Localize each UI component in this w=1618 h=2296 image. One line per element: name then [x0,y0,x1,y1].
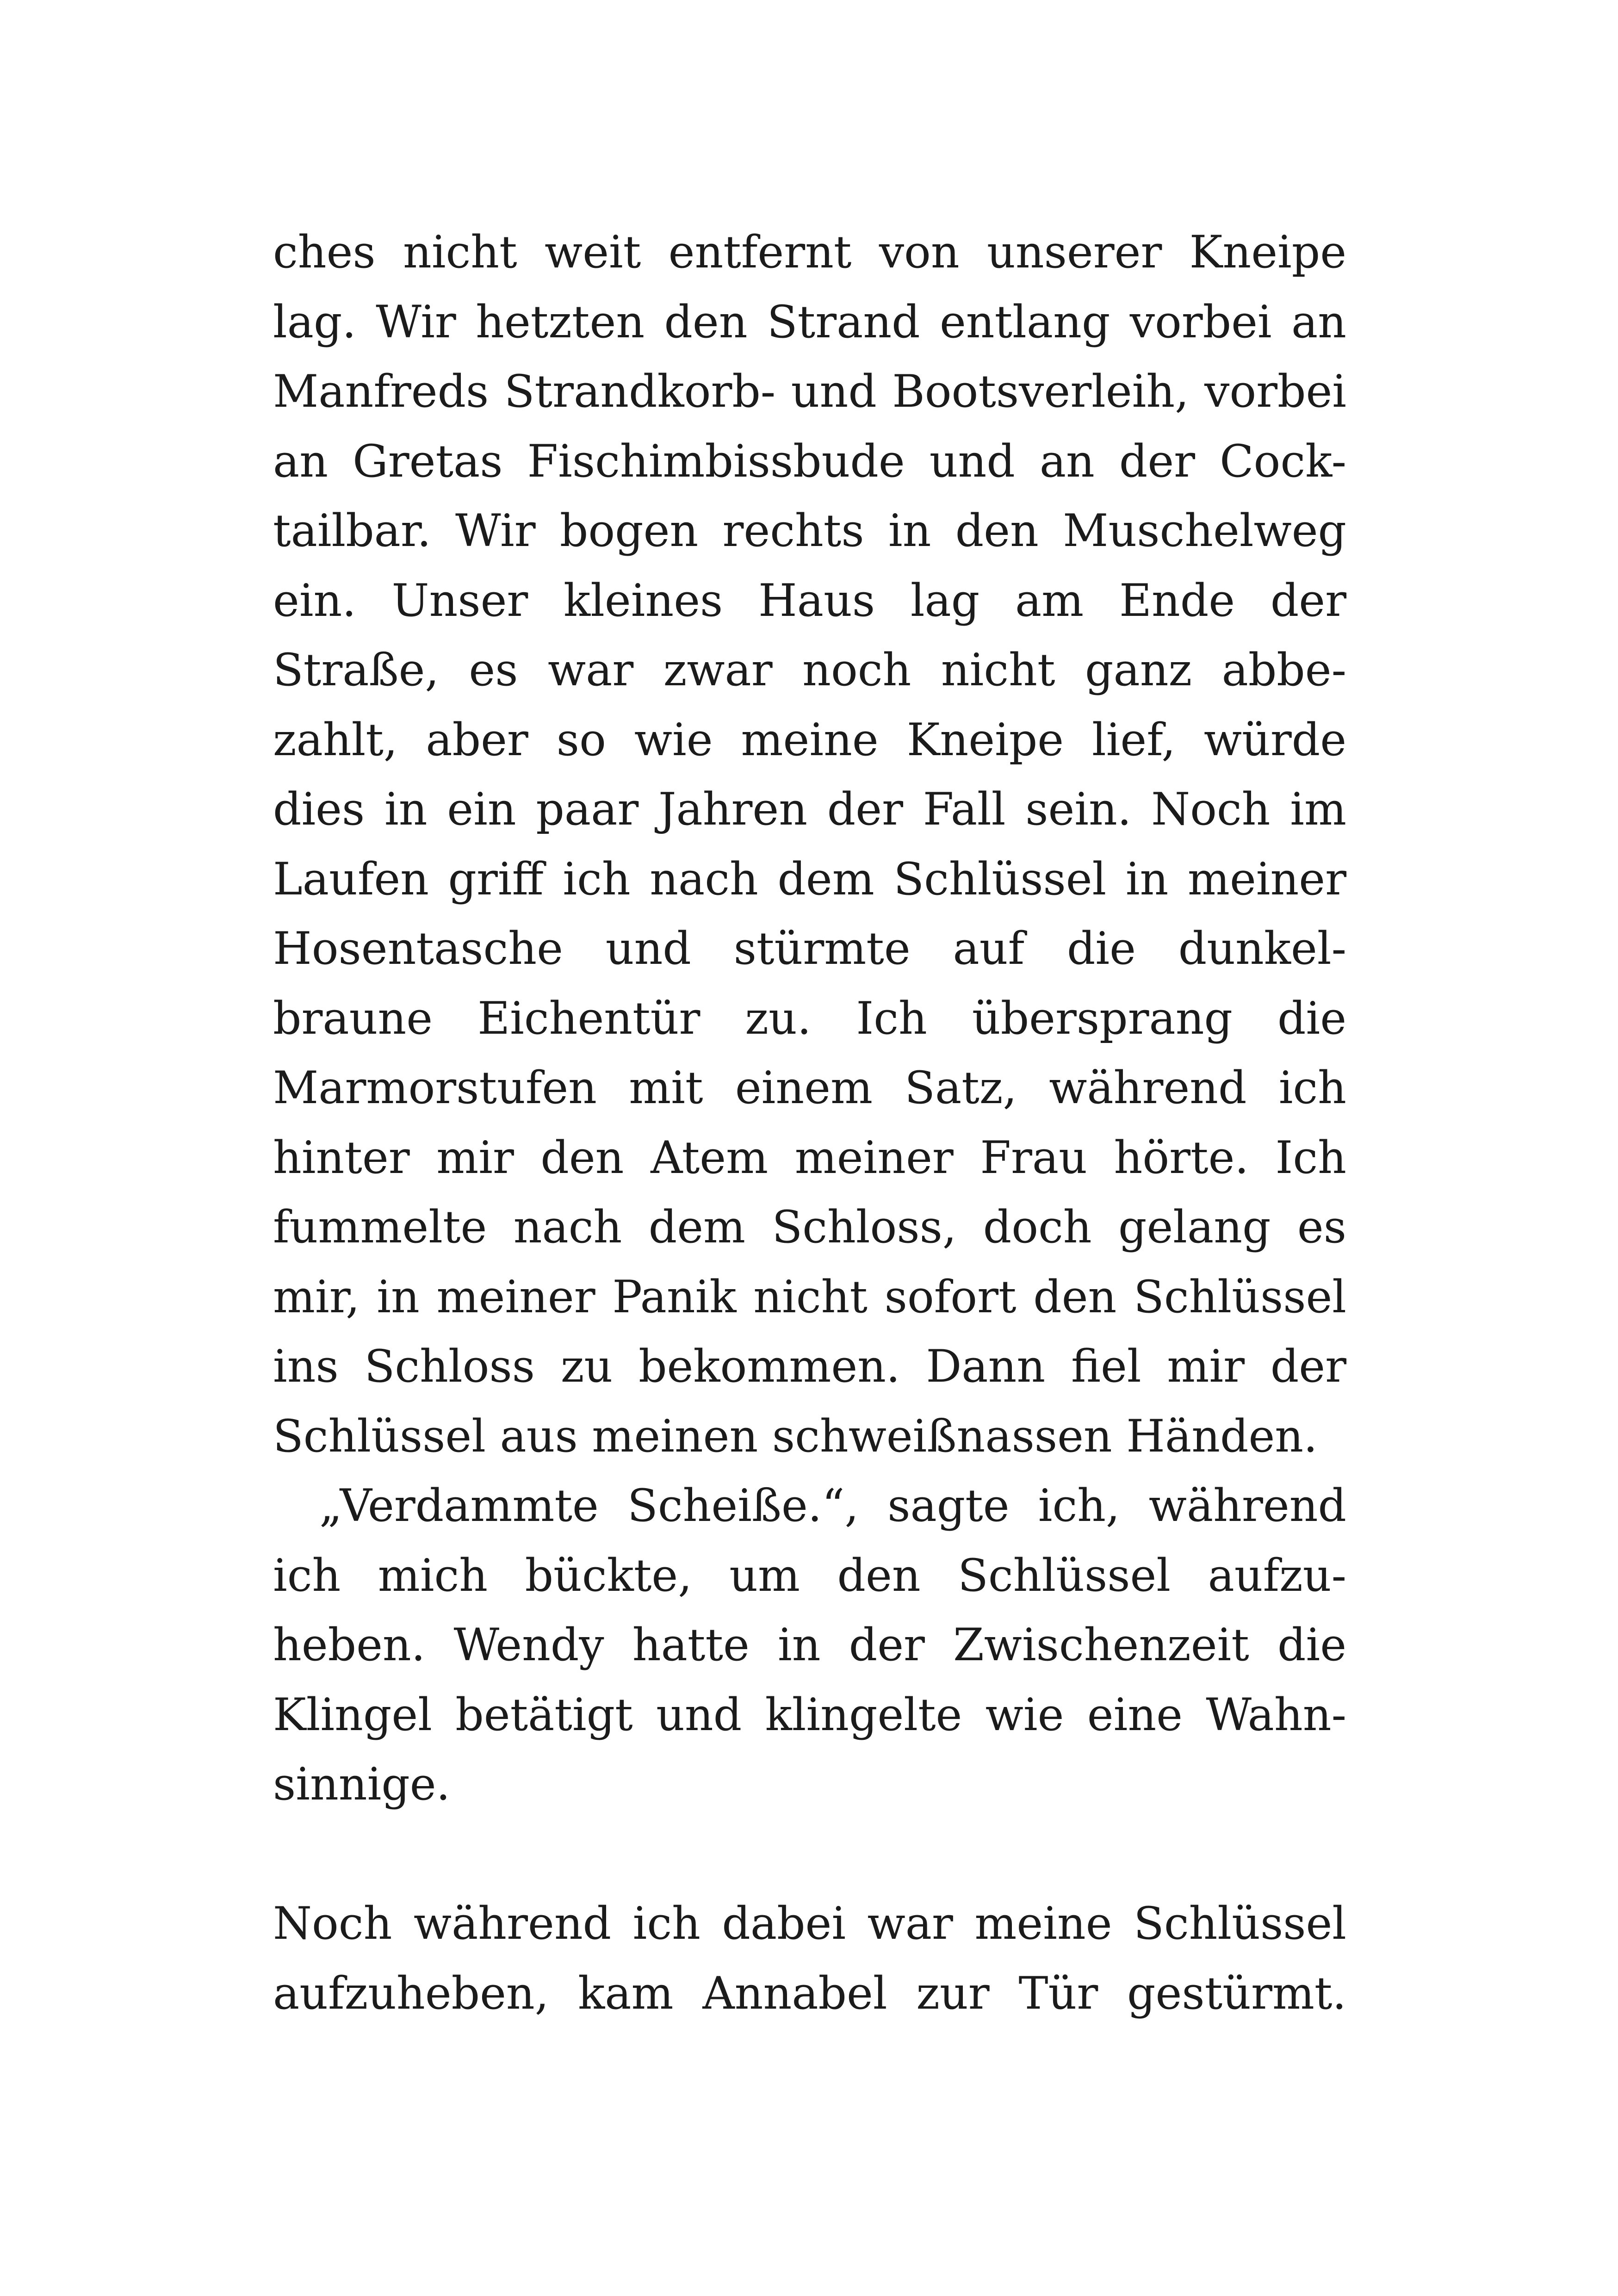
text-line: heben. Wendy hatte in der Zwischenzeit die [273,1619,1346,1671]
text-line: Manfreds Strandkorb- und Bootsverleih, vorbei [273,366,1346,417]
text-line: fummelte nach dem Schloss, doch gelang es [273,1201,1346,1253]
text-line: dies in ein paar Jahren der Fall sein. Noch im [273,783,1346,835]
text-line: Noch während ich dabei war meine Schlüssel [273,1898,1346,1949]
text-line: ich mich bückte, um den Schlüssel aufzu- [273,1549,1346,1601]
text-line: mir, in meiner Panik nicht sofort den Schlüssel [273,1271,1346,1323]
text-line: „Verdammte Scheiße.“, sagte ich, während [319,1480,1346,1532]
text-line: ins Schloss zu bekommen. Dann fiel mir der [273,1340,1346,1392]
text-line: sinnige. [273,1758,451,1810]
main-text-block [273,217,1346,1819]
text-line: Laufen griff ich nach dem Schlüssel in meiner [273,853,1346,905]
text-line: an Gretas Fischimbissbude und an der Cock- [273,435,1346,487]
text-line: Schlüssel aus meinen schweißnassen Händen. [273,1410,1318,1462]
text-line: zahlt, aber so wie meine Kneipe lief, würde [273,714,1346,766]
text-line: hinter mir den Atem meiner Frau hörte. Ich [273,1131,1346,1184]
text-line: ches nicht weit entfernt von unserer Kneipe [273,226,1346,278]
text-line: ein. Unser kleines Haus lag am Ende der [273,574,1346,627]
tail-text-block [273,1889,1346,2028]
text-line: tailbar. Wir bogen rechts in den Muschelweg [273,505,1346,557]
text-line: aufzuheben, kam Annabel zur Tür gestürmt. [273,1967,1346,2019]
text-line: Marmorstufen mit einem Satz, während ich [273,1062,1346,1114]
text-line: lag. Wir hetzten den Strand entlang vorbei an [273,296,1346,348]
text-line: Straße, es war zwar noch nicht ganz abbe- [273,644,1346,696]
text-line: Hosentasche und stürmte auf die dunkel- [273,923,1346,974]
text-line: braune Eichentür zu. Ich übersprang die [273,992,1346,1044]
text-line: Klingel betätigt und klingelte wie eine Wahn- [273,1688,1346,1741]
